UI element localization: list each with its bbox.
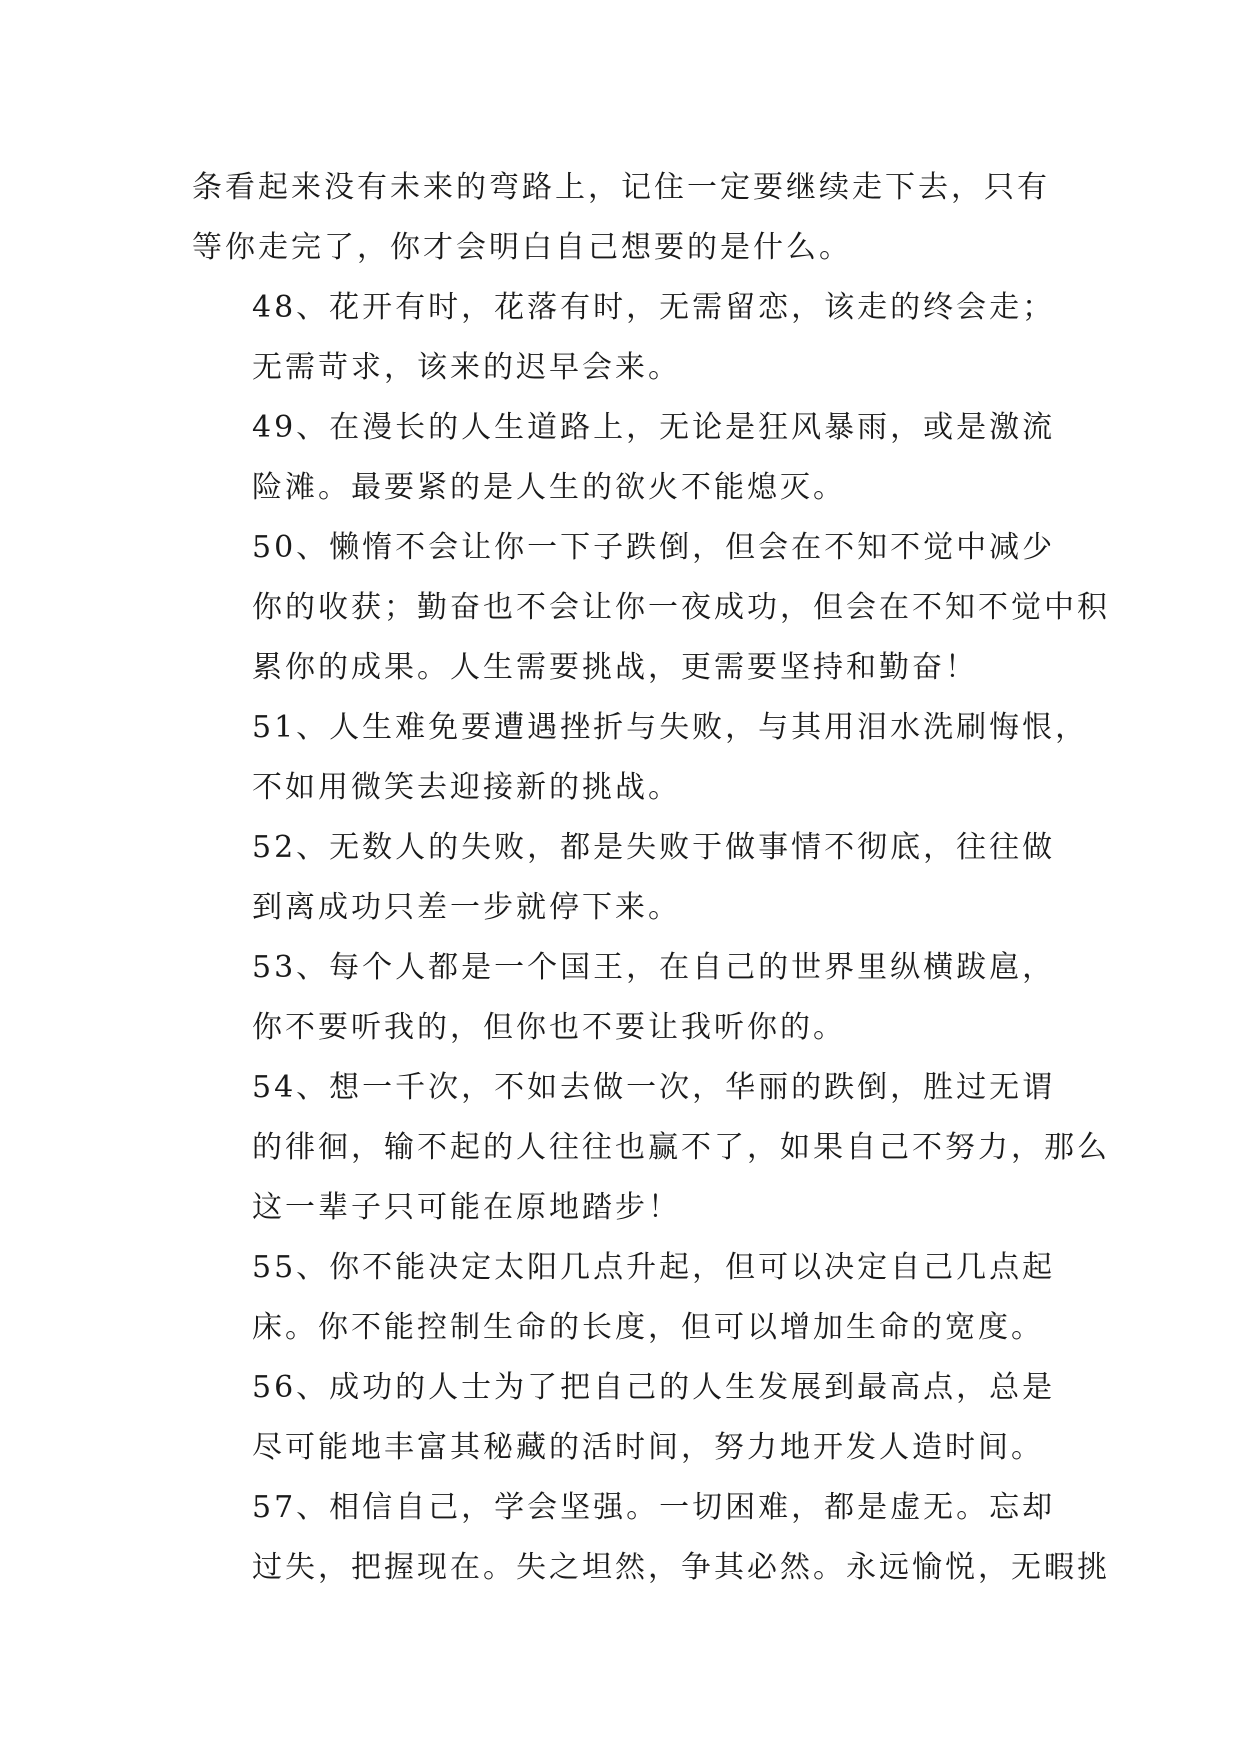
paragraph-52 (192, 818, 1062, 938)
text-line: 不如用微笑去迎接新的挑战。 (252, 770, 681, 805)
text-line: 过失，把握现在。失之坦然，争其必然。永远愉悦，无暇挑 (252, 1550, 1110, 1585)
text-line: 48、花开有时，花落有时，无需留恋，该走的终会走； (252, 290, 1056, 325)
text-line: 尽可能地丰富其秘藏的活时间，努力地开发人造时间。 (252, 1430, 1044, 1465)
text-line: 到离成功只差一步就停下来。 (252, 890, 681, 925)
text-line: 57、相信自己，学会坚强。一切困难，都是虚无。忘却 (252, 1490, 1056, 1525)
text-line: 51、人生难免要遭遇挫折与失败，与其用泪水洗刷悔恨， (252, 710, 1089, 745)
text-line: 险滩。最要紧的是人生的欲火不能熄灭。 (252, 470, 846, 505)
text-line: 55、你不能决定太阳几点升起，但可以决定自己几点起 (252, 1250, 1056, 1285)
text-line: 49、在漫长的人生道路上，无论是狂风暴雨，或是激流 (252, 410, 1056, 445)
text-line: 53、每个人都是一个国王，在自己的世界里纵横跋扈， (252, 950, 1056, 985)
text-line: 等你走完了，你才会明白自己想要的是什么。 (192, 230, 852, 265)
paragraph-51 (192, 698, 1089, 818)
text-line: 条看起来没有未来的弯路上，记住一定要继续走下去，只有 (192, 170, 1050, 205)
paragraph-47-continuation (192, 158, 1062, 278)
text-line: 52、无数人的失败，都是失败于做事情不彻底，往往做 (252, 830, 1056, 865)
paragraph-57 (192, 1478, 1110, 1598)
text-line: 56、成功的人士为了把自己的人生发展到最高点，总是 (252, 1370, 1056, 1405)
text-line: 床。你不能控制生命的长度，但可以增加生命的宽度。 (252, 1310, 1044, 1345)
paragraph-50 (192, 518, 1110, 698)
text-line: 累你的成果。人生需要挑战，更需要坚持和勤奋！ (252, 650, 978, 685)
text-line: 你不要听我的，但你也不要让我听你的。 (252, 1010, 846, 1045)
paragraph-55 (192, 1238, 1062, 1358)
text-line: 无需苛求，该来的迟早会来。 (252, 350, 681, 385)
paragraph-53 (192, 938, 1062, 1058)
paragraph-48 (192, 278, 1062, 398)
document-body (192, 158, 1110, 1598)
text-line: 你的收获；勤奋也不会让你一夜成功，但会在不知不觉中积 (252, 590, 1110, 625)
text-line: 50、懒惰不会让你一下子跌倒，但会在不知不觉中减少 (252, 530, 1056, 565)
text-line: 54、想一千次，不如去做一次，华丽的跌倒，胜过无谓 (252, 1070, 1056, 1105)
paragraph-54 (192, 1058, 1110, 1238)
text-line: 的徘徊，输不起的人往往也赢不了，如果自己不努力，那么 (252, 1130, 1110, 1165)
paragraph-49 (192, 398, 1062, 518)
paragraph-56 (192, 1358, 1062, 1478)
text-line: 这一辈子只可能在原地踏步！ (252, 1190, 681, 1225)
